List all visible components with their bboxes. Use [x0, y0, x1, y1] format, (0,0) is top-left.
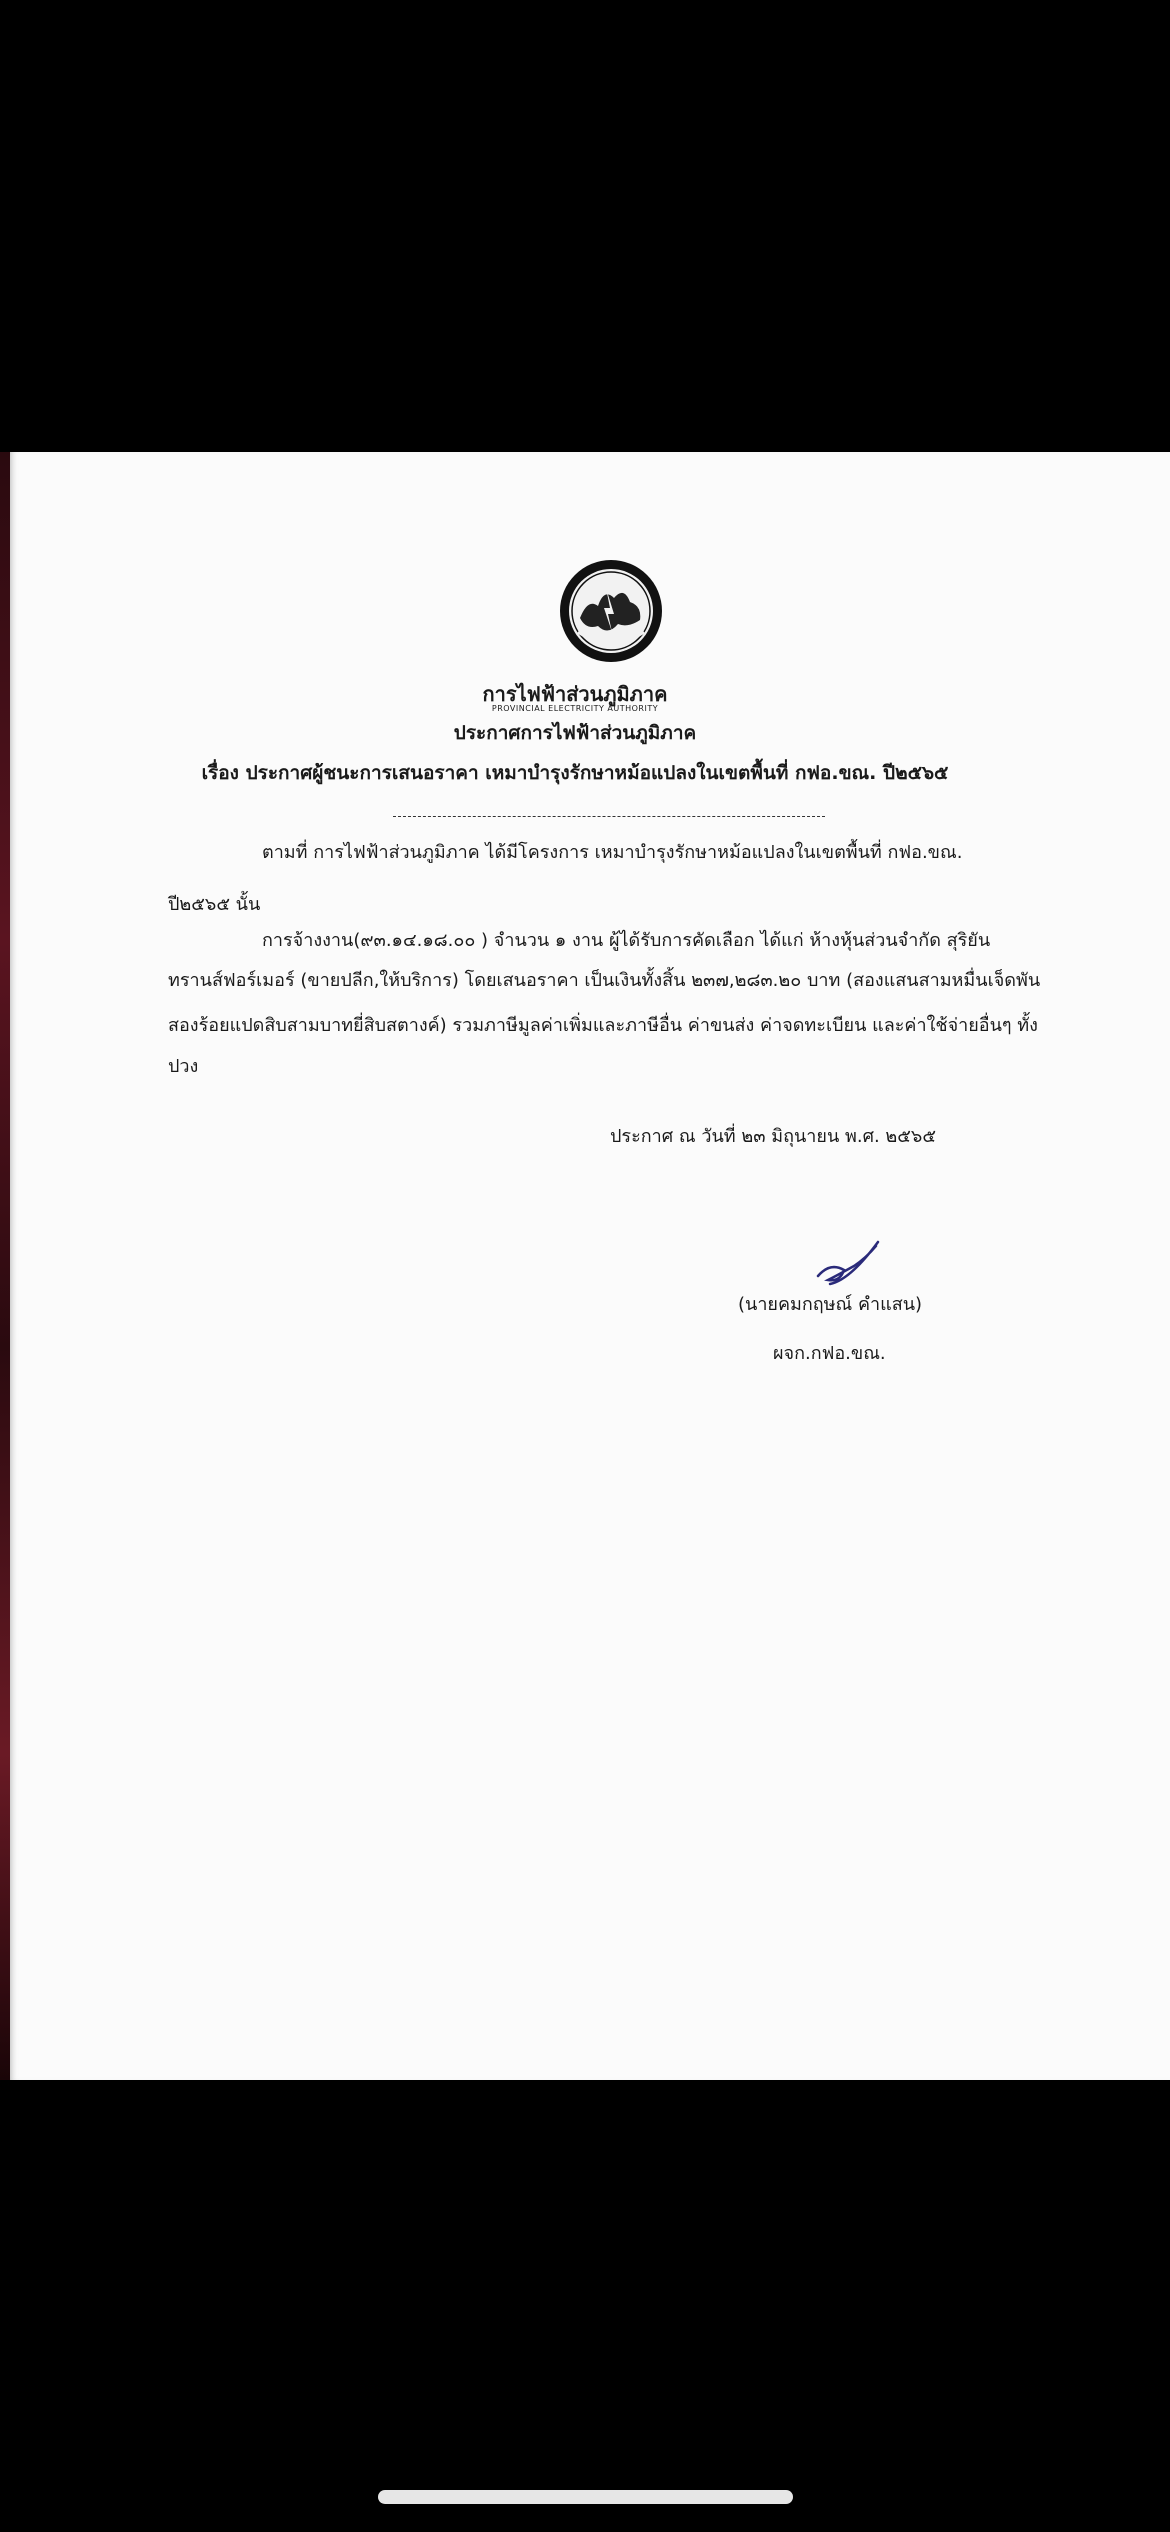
announcement-title: ประกาศการไฟฟ้าส่วนภูมิภาค	[453, 722, 697, 744]
paragraph-1-line-2: ปี๒๕๖๕ นั้น	[168, 894, 261, 915]
signer-title: ผจก.กฟอ.ขณ.	[773, 1343, 886, 1364]
paragraph-2-line-2: ทรานส์ฟอร์เมอร์ (ขายปลีก,ให้บริการ) โดยเสนอราคา เป็นเงินทั้งสิ้น ๒๓๗,๒๘๓.๒๐ บาท (สองแสนสามหมื่นเจ็ดพัน	[168, 970, 1041, 991]
signature-mark	[810, 1236, 890, 1292]
org-name-english: PROVINCIAL ELECTRICITY AUTHORITY	[491, 704, 659, 713]
announcement-subject: เรื่อง ประกาศผู้ชนะการเสนอราคา เหมาบำรุงรักษาหม้อแปลงในเขตพื้นที่ กฟอ.ขณ. ปี๒๕๖๕	[201, 762, 949, 784]
paragraph-2-line-4: ปวง	[168, 1056, 199, 1077]
divider-line	[393, 816, 825, 817]
home-indicator[interactable]	[378, 2490, 793, 2504]
paragraph-1-line-1: ตามที่ การไฟฟ้าส่วนภูมิภาค ได้มีโครงการ เหมาบำรุงรักษาหม้อแปลงในเขตพื้นที่ กฟอ.ขณ.	[262, 842, 963, 863]
org-name-thai: การไฟฟ้าส่วนภูมิภาค	[482, 682, 668, 706]
signer-name: (นายคมกฤษณ์ คำแสน)	[738, 1294, 923, 1315]
pea-seal-icon	[558, 558, 664, 664]
announcement-date: ประกาศ ณ วันที่ ๒๓ มิถุนายน พ.ศ. ๒๕๖๕	[610, 1126, 936, 1147]
paragraph-2-line-1: การจ้างงาน(๙๓.๑๔.๑๘.๐๐ ) จำนวน ๑ งาน ผู้ได้รับการคัดเลือก ได้แก่ ห้างหุ้นส่วนจำกัด สุริยัน	[262, 930, 991, 951]
paragraph-2-line-3: สองร้อยแปดสิบสามบาทยี่สิบสตางค์) รวมภาษีมูลค่าเพิ่มและภาษีอื่น ค่าขนส่ง ค่าจดทะเบียน และค่าใช้จ่ายอื่นๆ ทั้ง	[168, 1015, 1038, 1036]
